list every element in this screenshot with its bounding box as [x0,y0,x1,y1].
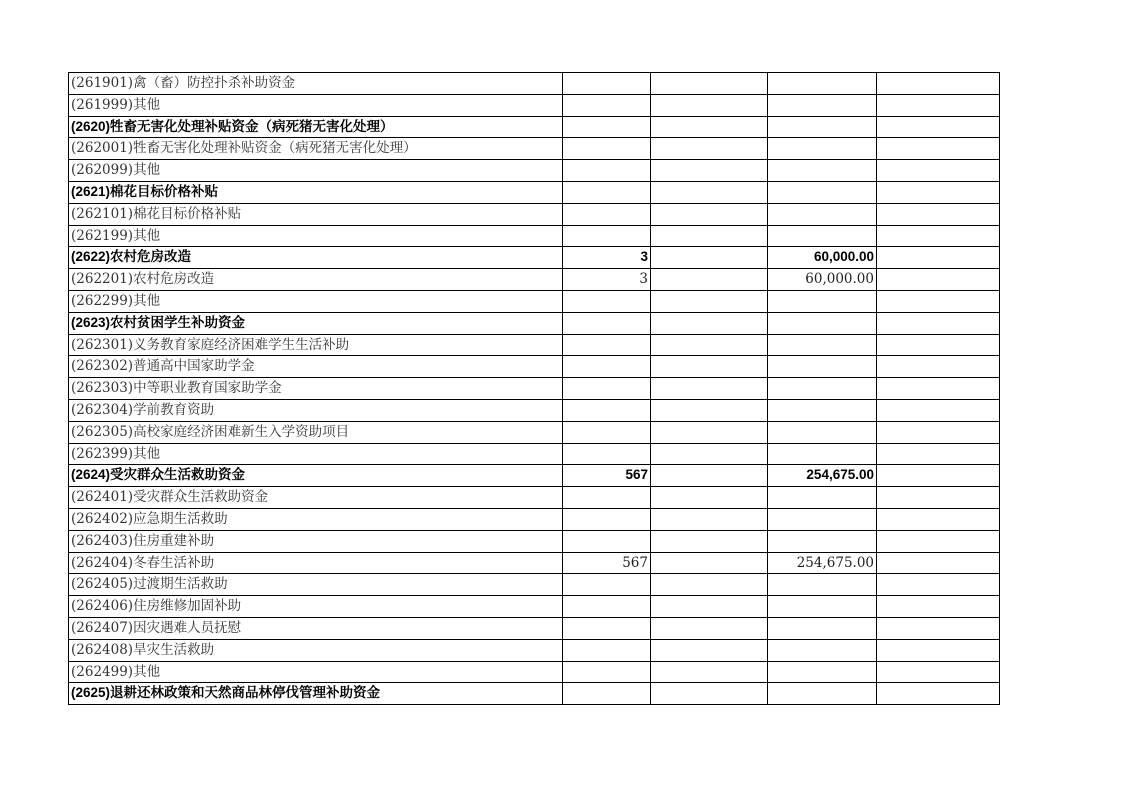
column-2-cell [651,247,768,269]
count-cell [563,661,651,683]
column-2-cell [651,181,768,203]
amount-cell: 254,675.00 [768,552,877,574]
column-4-cell [877,203,1000,225]
column-2-cell [651,574,768,596]
amount-cell [768,181,877,203]
column-4-cell [877,247,1000,269]
count-cell [563,639,651,661]
item-name-cell: (262101)棉花目标价格补贴 [69,203,563,225]
table-row [69,443,1000,465]
column-4-cell [877,596,1000,618]
table-row [69,73,1000,95]
column-4-cell [877,508,1000,530]
table-row [69,552,1000,574]
count-cell [563,487,651,509]
item-name-cell: (2623)农村贫困学生补助资金 [69,312,563,334]
count-cell [563,181,651,203]
item-name-cell: (262499)其他 [69,661,563,683]
column-4-cell [877,661,1000,683]
count-cell: 567 [563,552,651,574]
column-4-cell [877,465,1000,487]
table-row [69,269,1000,291]
table-row [69,116,1000,138]
amount-cell [768,508,877,530]
count-cell [563,683,651,705]
item-name-cell: (262099)其他 [69,160,563,182]
table-row [69,508,1000,530]
count-cell: 3 [563,269,651,291]
table-row [69,465,1000,487]
item-name-cell: (262401)受灾群众生活救助资金 [69,487,563,509]
item-name-cell: (2621)棉花目标价格补贴 [69,181,563,203]
column-4-cell [877,94,1000,116]
count-cell [563,399,651,421]
amount-cell [768,73,877,95]
table-row [69,290,1000,312]
amount-cell [768,661,877,683]
column-4-cell [877,421,1000,443]
table-row [69,225,1000,247]
column-2-cell [651,617,768,639]
column-4-cell [877,356,1000,378]
amount-cell [768,596,877,618]
column-4-cell [877,225,1000,247]
column-4-cell [877,312,1000,334]
column-2-cell [651,225,768,247]
table-row [69,596,1000,618]
count-cell [563,138,651,160]
count-cell [563,596,651,618]
item-name-cell: (262303)中等职业教育国家助学金 [69,378,563,400]
amount-cell [768,574,877,596]
count-cell [563,530,651,552]
item-name-cell: (262407)因灾遇难人员抚慰 [69,617,563,639]
amount-cell [768,116,877,138]
amount-cell [768,225,877,247]
table-row [69,334,1000,356]
column-2-cell [651,508,768,530]
column-4-cell [877,530,1000,552]
item-name-cell: (262001)牲畜无害化处理补贴资金（病死猪无害化处理） [69,138,563,160]
column-4-cell [877,487,1000,509]
table-row [69,138,1000,160]
column-4-cell [877,683,1000,705]
amount-cell [768,334,877,356]
column-2-cell [651,465,768,487]
column-2-cell [651,639,768,661]
column-2-cell [651,116,768,138]
column-2-cell [651,661,768,683]
count-cell [563,443,651,465]
item-name-cell: (262399)其他 [69,443,563,465]
amount-cell [768,290,877,312]
column-2-cell [651,399,768,421]
count-cell [563,574,651,596]
table-row [69,203,1000,225]
column-2-cell [651,356,768,378]
column-2-cell [651,421,768,443]
column-4-cell [877,160,1000,182]
table-row [69,421,1000,443]
column-2-cell [651,290,768,312]
amount-cell [768,399,877,421]
amount-cell [768,378,877,400]
column-2-cell [651,683,768,705]
column-4-cell [877,334,1000,356]
amount-cell [768,138,877,160]
item-name-cell: (262406)住房维修加固补助 [69,596,563,618]
count-cell: 567 [563,465,651,487]
column-2-cell [651,94,768,116]
item-name-cell: (2624)受灾群众生活救助资金 [69,465,563,487]
item-name-cell: (2620)牲畜无害化处理补贴资金（病死猪无害化处理） [69,116,563,138]
item-name-cell: (262201)农村危房改造 [69,269,563,291]
amount-cell [768,160,877,182]
count-cell [563,378,651,400]
count-cell [563,203,651,225]
item-name-cell: (262301)义务教育家庭经济困难学生生活补助 [69,334,563,356]
count-cell [563,356,651,378]
item-name-cell: (262302)普通高中国家助学金 [69,356,563,378]
count-cell [563,94,651,116]
column-4-cell [877,552,1000,574]
table-row [69,399,1000,421]
column-2-cell [651,73,768,95]
table-row [69,639,1000,661]
amount-cell [768,312,877,334]
count-cell [563,421,651,443]
column-2-cell [651,487,768,509]
amount-cell: 60,000.00 [768,247,877,269]
column-4-cell [877,617,1000,639]
column-2-cell [651,203,768,225]
amount-cell: 254,675.00 [768,465,877,487]
count-cell [563,290,651,312]
column-2-cell [651,378,768,400]
table-row [69,530,1000,552]
table-row [69,247,1000,269]
table-row [69,94,1000,116]
amount-cell [768,94,877,116]
amount-cell [768,421,877,443]
item-name-cell: (262408)旱灾生活救助 [69,639,563,661]
amount-cell [768,443,877,465]
table-row [69,617,1000,639]
subsidy-table [68,72,1000,705]
column-2-cell [651,160,768,182]
column-4-cell [877,399,1000,421]
count-cell [563,225,651,247]
column-4-cell [877,181,1000,203]
item-name-cell: (262402)应急期生活救助 [69,508,563,530]
item-name-cell: (262305)高校家庭经济困难新生入学资助项目 [69,421,563,443]
column-2-cell [651,269,768,291]
amount-cell [768,487,877,509]
count-cell [563,73,651,95]
table-row [69,378,1000,400]
column-4-cell [877,138,1000,160]
table-row [69,181,1000,203]
column-4-cell [877,574,1000,596]
column-2-cell [651,552,768,574]
amount-cell [768,530,877,552]
table-row [69,683,1000,705]
amount-cell [768,683,877,705]
table-row [69,487,1000,509]
column-2-cell [651,443,768,465]
amount-cell [768,639,877,661]
column-4-cell [877,378,1000,400]
amount-cell: 60,000.00 [768,269,877,291]
item-name-cell: (262403)住房重建补助 [69,530,563,552]
amount-cell [768,617,877,639]
count-cell [563,312,651,334]
column-4-cell [877,443,1000,465]
column-4-cell [877,73,1000,95]
item-name-cell: (262299)其他 [69,290,563,312]
count-cell [563,508,651,530]
table-row [69,160,1000,182]
item-name-cell: (262199)其他 [69,225,563,247]
column-2-cell [651,312,768,334]
count-cell [563,116,651,138]
column-4-cell [877,116,1000,138]
table-row [69,574,1000,596]
column-2-cell [651,596,768,618]
count-cell [563,334,651,356]
count-cell [563,160,651,182]
item-name-cell: (2622)农村危房改造 [69,247,563,269]
count-cell [563,617,651,639]
item-name-cell: (2625)退耕还林政策和天然商品林停伐管理补助资金 [69,683,563,705]
column-2-cell [651,334,768,356]
column-2-cell [651,138,768,160]
amount-cell [768,203,877,225]
item-name-cell: (262304)学前教育资助 [69,399,563,421]
count-cell: 3 [563,247,651,269]
column-4-cell [877,269,1000,291]
column-4-cell [877,290,1000,312]
item-name-cell: (262405)过渡期生活救助 [69,574,563,596]
table-body [69,73,1000,705]
item-name-cell: (261901)禽（畜）防控扑杀补助资金 [69,73,563,95]
amount-cell [768,356,877,378]
table-row [69,661,1000,683]
item-name-cell: (261999)其他 [69,94,563,116]
table-row [69,312,1000,334]
column-4-cell [877,639,1000,661]
column-2-cell [651,530,768,552]
item-name-cell: (262404)冬春生活补助 [69,552,563,574]
table-row [69,356,1000,378]
